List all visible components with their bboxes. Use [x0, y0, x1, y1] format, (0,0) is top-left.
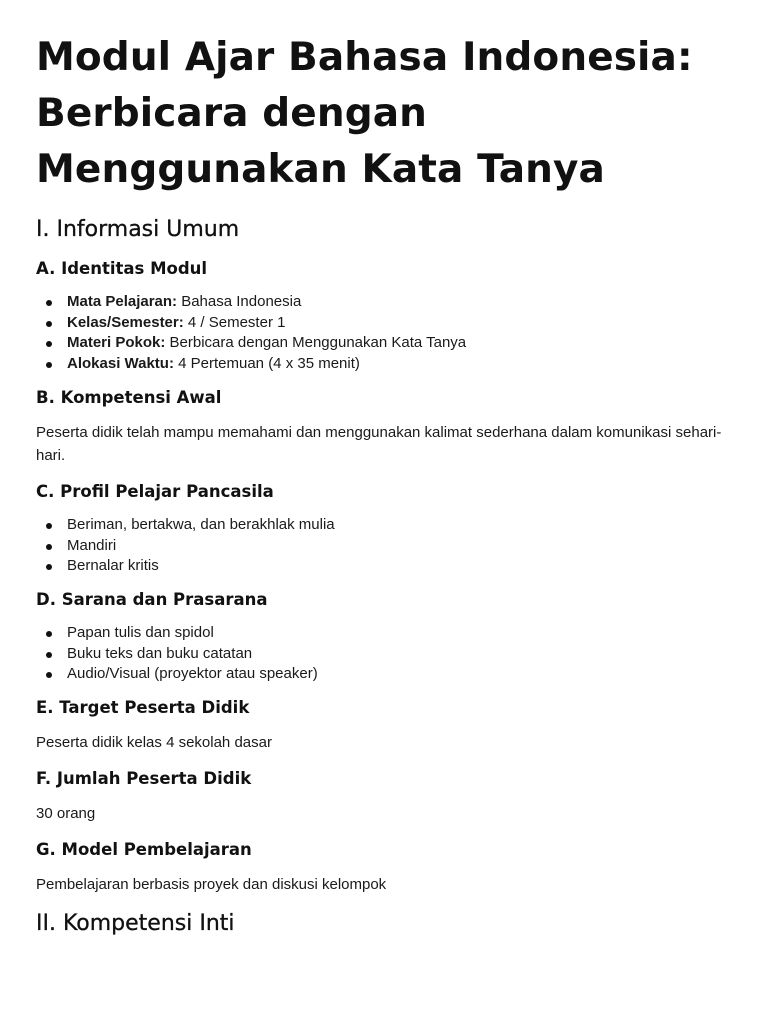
bullet-icon — [46, 544, 52, 550]
item-text: Mandiri — [67, 536, 117, 554]
subheading-identitas-modul: A. Identitas Modul — [36, 259, 208, 278]
item-value: 4 / Semester 1 — [183, 313, 286, 331]
list-item — [36, 292, 736, 313]
item-text: Buku teks dan buku catatan — [67, 644, 253, 662]
item-key: Alokasi Waktu: — [67, 355, 174, 373]
subheading-kompetensi-awal: B. Kompetensi Awal — [36, 387, 222, 407]
list-item — [36, 644, 736, 665]
kompetensi-awal-text: Peserta didik telah mampu memahami dan menggunakan kalimat sederhana dalam komunikasi sehari-hari. — [36, 423, 722, 464]
list-item — [36, 623, 736, 644]
item-text: Beriman, bertakwa, dan berakhlak mulia — [67, 515, 335, 533]
bullet-icon — [46, 300, 52, 306]
item-key: Mata Pelajaran: — [67, 293, 178, 310]
bullet-icon — [46, 631, 52, 637]
subheading-jumlah-peserta: F. Jumlah Peserta Didik — [36, 769, 252, 789]
bullet-icon — [46, 523, 52, 529]
section-heading-informasi-umum: I. Informasi Umum — [36, 217, 240, 242]
item-key: Materi Pokok: — [67, 334, 166, 352]
document-page — [36, 30, 736, 952]
subheading-profil-pelajar: C. Profil Pelajar Pancasila — [36, 481, 274, 501]
bullet-icon — [46, 341, 52, 347]
bullet-icon — [46, 321, 52, 327]
subheading-sarana-prasarana: D. Sarana dan Prasarana — [36, 589, 268, 609]
item-key: Kelas/Semester: — [67, 313, 184, 331]
item-value: Berbicara dengan Menggunakan Kata Tanya — [165, 334, 467, 352]
list-item — [36, 556, 736, 577]
identitas-list — [36, 292, 736, 375]
section-heading-kompetensi-inti: II. Kompetensi Inti — [36, 911, 235, 937]
subheading-model-pembelajaran: G. Model Pembelajaran — [36, 840, 252, 860]
list-item — [36, 354, 736, 375]
bullet-icon — [46, 652, 52, 658]
list-item — [36, 664, 736, 685]
bullet-icon — [46, 362, 52, 368]
page-title: Modul Ajar Bahasa Indonesia: Berbicara dengan Menggunakan Kata Tanya — [36, 35, 693, 192]
list-item — [36, 333, 736, 354]
jumlah-peserta-text: 30 orang — [36, 805, 96, 823]
subheading-target-peserta: E. Target Peserta Didik — [36, 698, 250, 718]
target-peserta-text: Peserta didik kelas 4 sekolah dasar — [36, 734, 272, 752]
sarana-list — [36, 623, 736, 685]
item-value: 4 Pertemuan (4 x 35 menit) — [173, 355, 360, 373]
list-item — [36, 536, 736, 557]
list-item — [36, 313, 736, 334]
profil-list — [36, 515, 736, 577]
item-text: Bernalar kritis — [67, 557, 159, 575]
item-text: Audio/Visual (proyektor atau speaker) — [67, 665, 318, 683]
bullet-icon — [46, 564, 52, 570]
bullet-icon — [46, 672, 52, 678]
list-item — [36, 515, 736, 536]
item-value: Bahasa Indonesia — [177, 293, 302, 310]
model-pembelajaran-text: Pembelajaran berbasis proyek dan diskusi kelompok — [36, 876, 387, 894]
item-text: Papan tulis dan spidol — [67, 623, 214, 641]
